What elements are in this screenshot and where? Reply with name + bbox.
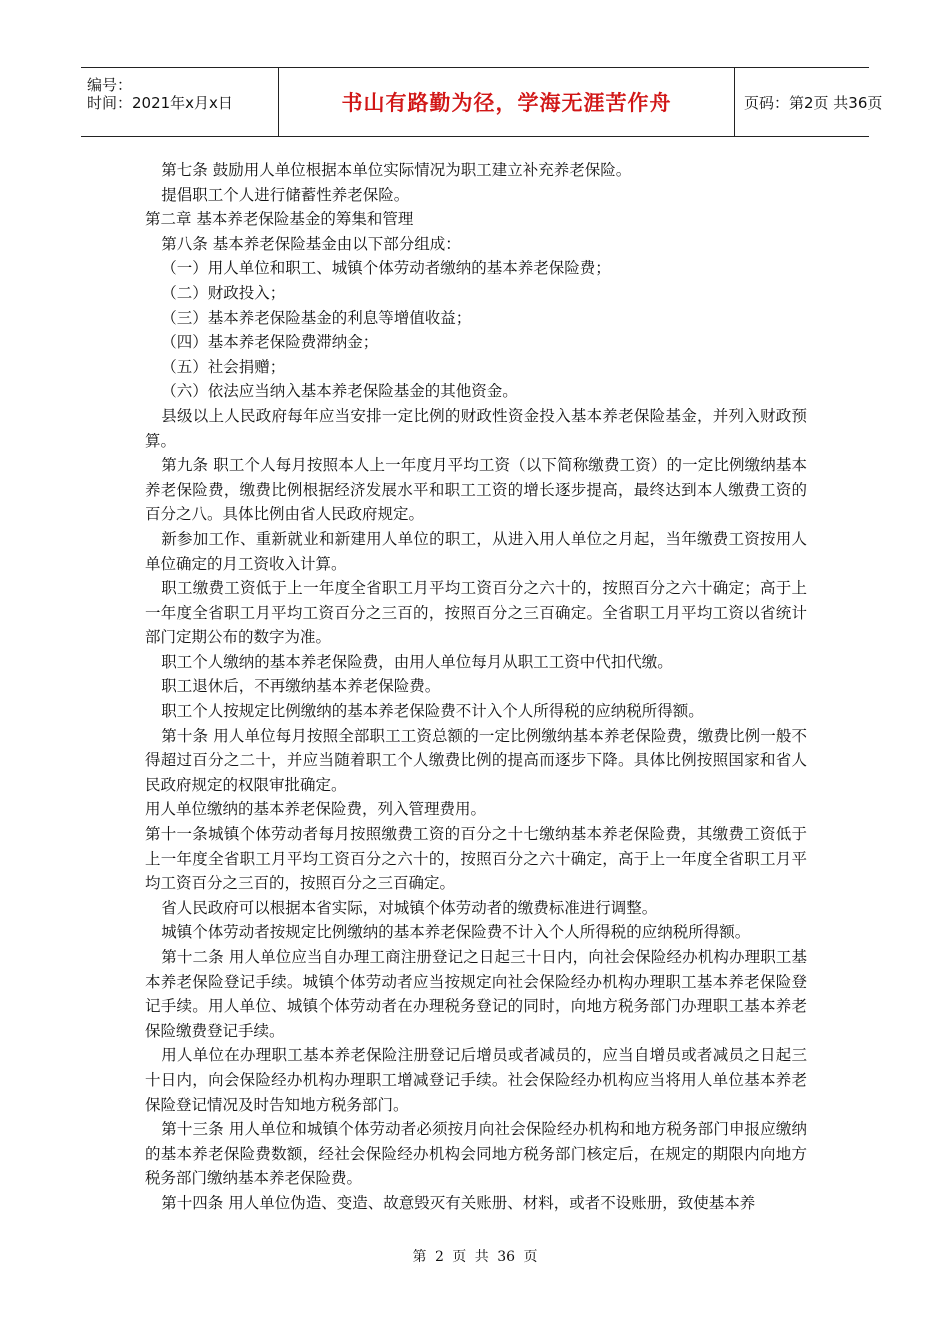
paragraph: 职工缴费工资低于上一年度全省职工月平均工资百分之六十的，按照百分之六十确定；高于上一年度全省职工月平均工资百分之三百的，按照百分之三百确定。全省职工月平均工资以省统计部门定期公布的数字为准。	[145, 579, 807, 647]
paragraph: （二）财政投入；	[161, 283, 286, 302]
paragraph: 职工个人按规定比例缴纳的基本养老保险费不计入个人所得税的应纳税所得额。	[161, 702, 704, 721]
paragraph: 用人单位在办理职工基本养老保险注册登记后增员或者减员的，应当自增员或者减员之日起三十日内，向会保险经办机构办理职工增减登记手续。社会保险经办机构应当将用人单位基本养老保险登记情况及时告知地方税务部门。	[145, 1046, 807, 1114]
paragraph: （一）用人单位和职工、城镇个体劳动者缴纳的基本养老保险费；	[161, 259, 611, 278]
paragraph: 第十三条 用人单位和城镇个体劳动者必须按月向社会保险经办机构和地方税务部门申报应缴纳的基本养老保险费数额，经社会保险经办机构会同地方税务部门核定后，在规定的期限内向地方税务部门缴纳基本养老保险费。	[145, 1120, 807, 1188]
paragraph: （三）基本养老保险基金的利息等增值收益；	[161, 308, 472, 327]
paragraph: 提倡职工个人进行储蓄性养老保险。	[161, 185, 410, 204]
paragraph: 第十二条 用人单位应当自办理工商注册登记之日起三十日内，向社会保险经办机构办理职工基本养老保险登记手续。城镇个体劳动者应当按规定向社会保险经办机构办理职工基本养老保险登记手续。用人单位、城镇个体劳动者在办理税务登记的同时，向地方税务部门办理职工基本养老保险缴费登记手续。	[145, 948, 807, 1040]
document-body	[145, 158, 807, 1216]
paragraph: 第七条 鼓励用人单位根据本单位实际情况为职工建立补充养老保险。	[161, 161, 632, 179]
paragraph: 第二章 基本养老保险基金的筹集和管理	[145, 210, 414, 229]
paragraph: （五）社会捐赠；	[161, 357, 286, 376]
header-page-label: 页码：第2页 共36页	[744, 93, 883, 112]
paragraph: 新参加工作、重新就业和新建用人单位的职工，从进入用人单位之月起，当年缴费工资按用人单位确定的月工资收入计算。	[145, 529, 807, 573]
paragraph: 职工退休后，不再缴纳基本养老保险费。	[161, 677, 441, 696]
paragraph: 第十一条城镇个体劳动者每月按照缴费工资的百分之十七缴纳基本养老保险费，其缴费工资低于上一年度全省职工月平均工资百分之六十的，按照百分之六十确定，高于上一年度全省职工月平均工资百分之三百的，按照百分之三百确定。	[145, 825, 807, 893]
paragraph: 县级以上人民政府每年应当安排一定比例的财政性资金投入基本养老保险基金，并列入财政预算。	[145, 406, 807, 450]
page-header	[81, 67, 883, 137]
paragraph: 职工个人缴纳的基本养老保险费，由用人单位每月从职工工资中代扣代缴。	[161, 652, 673, 671]
paragraph: 第十条 用人单位每月按照全部职工工资总额的一定比例缴纳基本养老保险费，缴费比例一般不得超过百分之二十，并应当随着职工个人缴费比例的提高而逐步下降。具体比例按照国家和省人民政府规定的权限审批确定。	[145, 726, 807, 794]
header-info-cell	[81, 68, 278, 136]
paragraph: 省人民政府可以根据本省实际，对城镇个体劳动者的缴费标准进行调整。	[161, 898, 658, 917]
header-motto: 书山有路勤为径，学海无涯苦作舟	[278, 68, 735, 136]
document-date-label: 时间：2021年x月x日	[87, 94, 233, 112]
paragraph: 城镇个体劳动者按规定比例缴纳的基本养老保险费不计入个人所得税的应纳税所得额。	[161, 923, 751, 942]
paragraph: （四）基本养老保险费滞纳金；	[161, 333, 379, 352]
page-footer: 第 2 页 共 36 页	[412, 1249, 538, 1265]
paragraph: （六）依法应当纳入基本养老保险基金的其他资金。	[161, 382, 518, 401]
paragraph: 用人单位缴纳的基本养老保险费，列入管理费用。	[145, 800, 487, 819]
paragraph: 第八条 基本养老保险基金由以下部分组成：	[161, 234, 461, 253]
paragraph: 第九条 职工个人每月按照本人上一年度月平均工资（以下简称缴费工资）的一定比例缴纳基本养老保险费，缴费比例根据经济发展水平和职工工资的增长逐步提高，最终达到本人缴费工资的百分之八。具体比例由省人民政府规定。	[145, 456, 807, 524]
paragraph: 第十四条 用人单位伪造、变造、故意毁灭有关账册、材料，或者不设账册，致使基本养	[161, 1193, 756, 1212]
document-number-label: 编号：	[87, 76, 133, 94]
